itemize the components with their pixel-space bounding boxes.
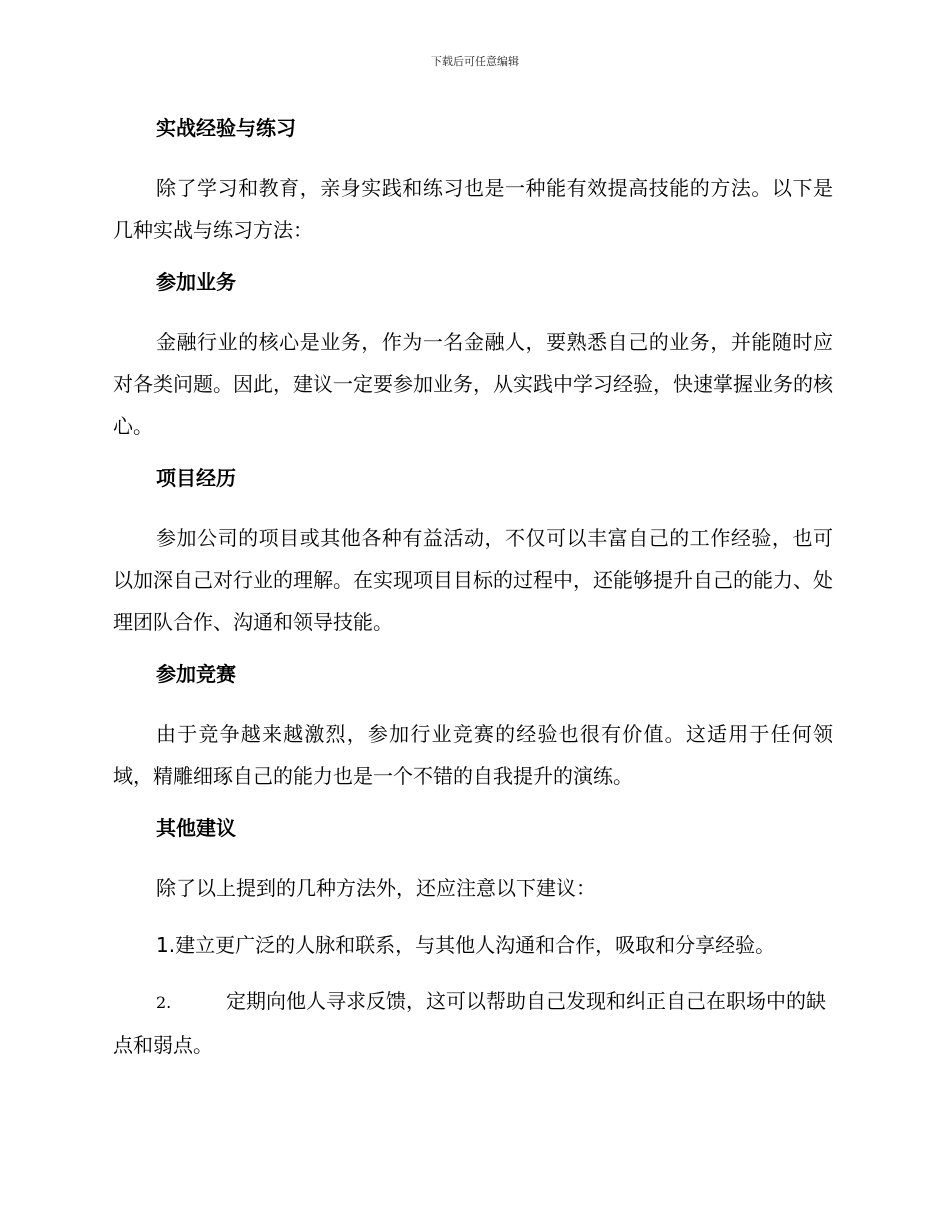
subsection-text-projects: 参加公司的项目或其他各种有益活动，不仅可以丰富自己的工作经验，也可以加深自己对行业的理解。在实现项目目标的过程中，还能够提升自己的能力、处理团队合作、沟通和领导技能。 bbox=[113, 526, 833, 634]
subsection-title-business: 参加业务 bbox=[156, 270, 236, 294]
subsection-title-projects: 项目经历 bbox=[156, 466, 236, 490]
other-suggestions-title: 其他建议 bbox=[156, 816, 236, 840]
intro-paragraph: 除了学习和教育，亲身实践和练习也是一种能有效提高技能的方法。以下是几种实战与练习方法： bbox=[113, 176, 833, 242]
other-suggestions-intro: 除了以上提到的几种方法外，还应注意以下建议： bbox=[156, 876, 596, 900]
subsection-text-business: 金融行业的核心是业务，作为一名金融人，要熟悉自己的业务，并能随时应对各类问题。因此，建议一定要参加业务，从实践中学习经验，快速掌握业务的核心。 bbox=[113, 330, 833, 438]
suggestion-item bbox=[113, 924, 833, 966]
suggestion-text: 建立更广泛的人脉和联系，与其他人沟通和合作，吸取和分享经验。 bbox=[175, 933, 776, 957]
suggestion-number: 2. bbox=[156, 993, 172, 1012]
page-header: 下载后可任意编辑 bbox=[431, 55, 519, 68]
suggestion-number: 1. bbox=[156, 933, 176, 957]
suggestion-text: 定期向他人寻求反馈，这可以帮助自己发现和纠正自己在职场中的缺点和弱点。 bbox=[113, 989, 826, 1057]
subsection-text-competitions: 由于竞争越来越激烈，参加行业竞赛的经验也很有价值。这适用于任何领域，精雕细琢自己的能力也是一个不错的自我提升的演练。 bbox=[113, 722, 833, 788]
suggestion-item bbox=[113, 980, 833, 1066]
document-body bbox=[113, 112, 833, 1080]
subsection-title-competitions: 参加竞赛 bbox=[156, 662, 236, 686]
section-title: 实战经验与练习 bbox=[156, 116, 296, 140]
